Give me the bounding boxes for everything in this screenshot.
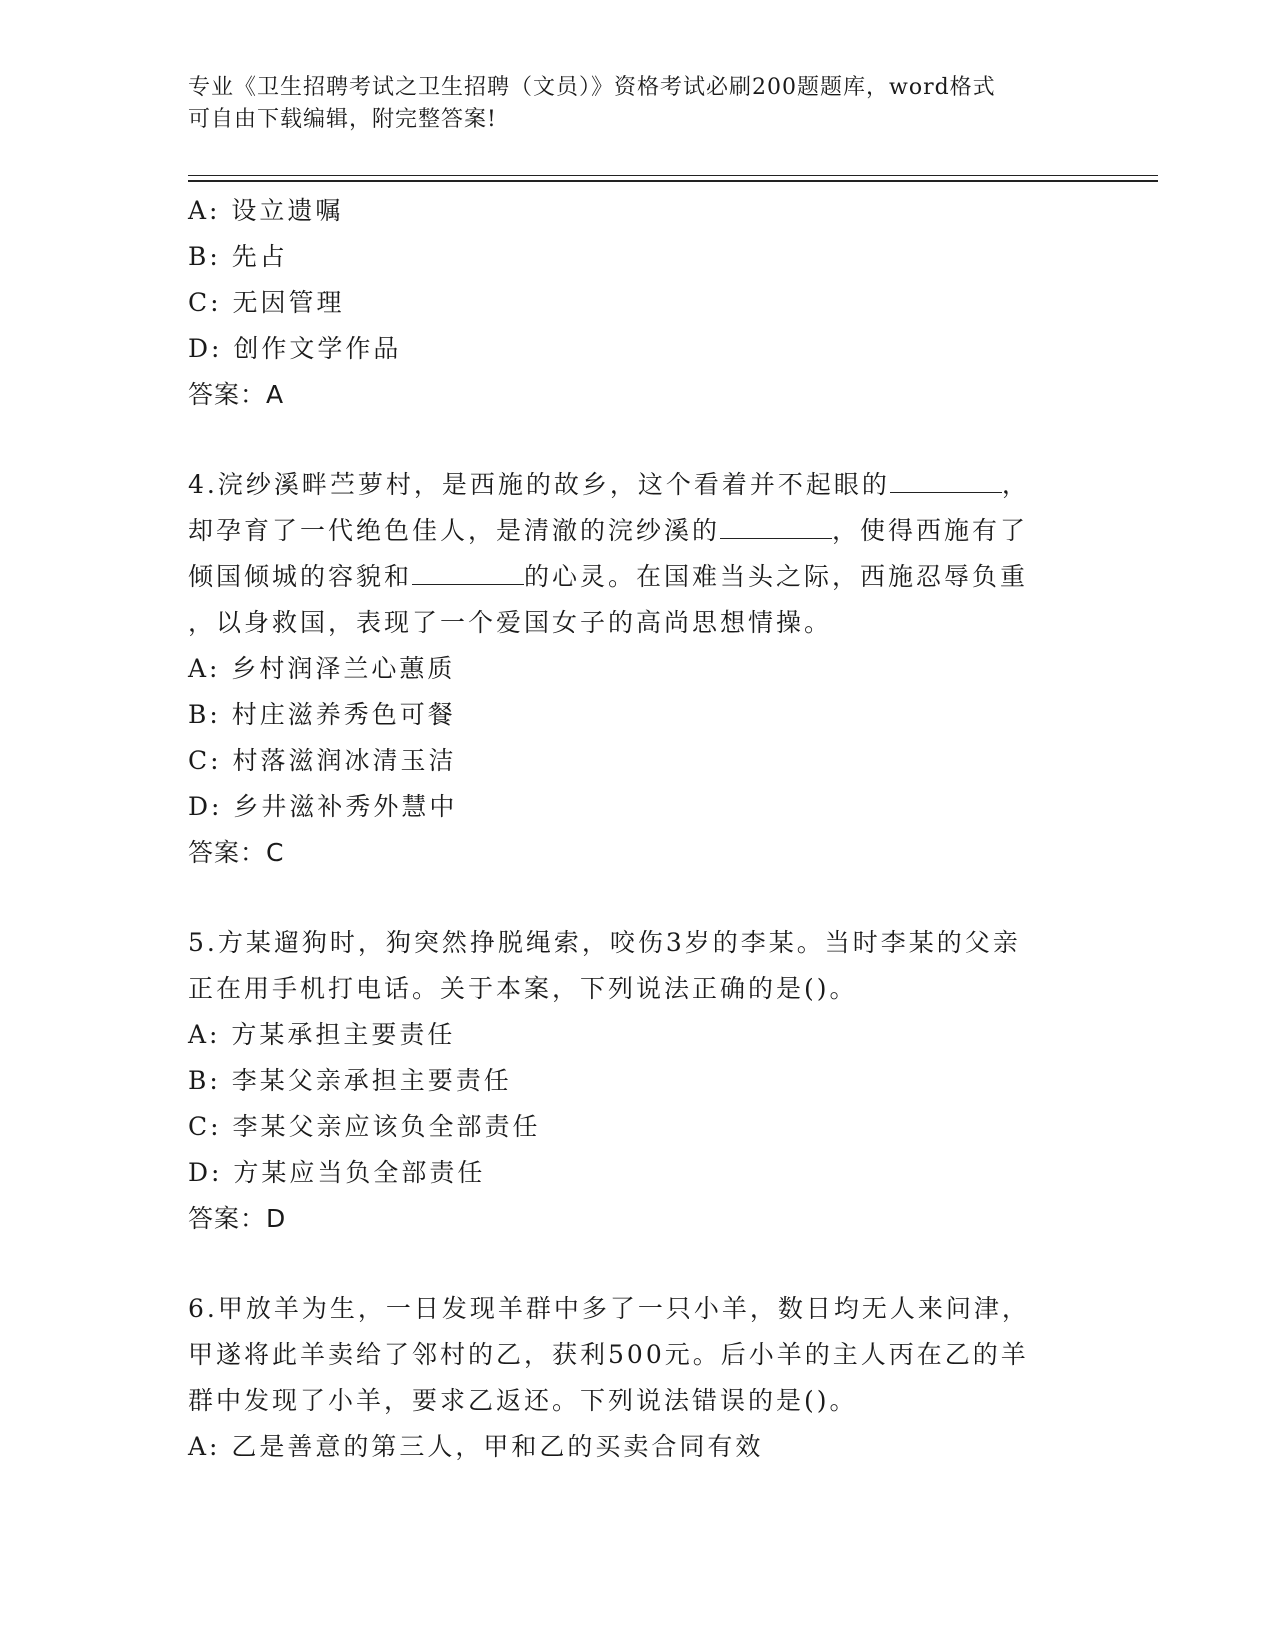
header-divider: [188, 175, 1158, 182]
stem-line-1: 6.甲放羊为生，一日发现羊群中多了一只小羊，数日均无人来问津，: [188, 1294, 1030, 1323]
option-d: D: 创作文学作品: [188, 334, 402, 363]
answer-line: 答案：A: [188, 380, 285, 409]
header-title-line-1: 专业《卫生招聘考试之卫生招聘（文员）》资格考试必刷200题题库，word格式: [188, 75, 996, 100]
stem-line-3: 群中发现了小羊，要求乙返还。下列说法错误的是()。: [188, 1386, 858, 1415]
option-b: B: 先占: [188, 242, 288, 271]
fill-blank-3: [412, 558, 524, 585]
question-4: [188, 462, 1088, 876]
option-b: B: 李某父亲承担主要责任: [188, 1066, 512, 1095]
stem-line-2: 却孕育了一代绝色佳人，是清澈的浣纱溪的 ，使得西施有了: [188, 508, 1088, 554]
stem-line-1: 5.方某遛狗时，狗突然挣脱绳索，咬伤3岁的李某。当时李某的父亲: [188, 928, 1021, 957]
question-stem: [188, 462, 1088, 646]
stem-line-2: 正在用手机打电话。关于本案，下列说法正确的是()。: [188, 974, 858, 1003]
option-a: A: 乙是善意的第三人，甲和乙的买卖合同有效: [188, 1432, 764, 1461]
option-a: A: 设立遗嘱: [188, 196, 344, 225]
question-6: [188, 1286, 1088, 1470]
stem-line-1: 4.浣纱溪畔苎萝村，是西施的故乡，这个看着并不起眼的 ，: [188, 462, 1088, 508]
question-3: [188, 188, 1088, 418]
question-5: [188, 920, 1088, 1242]
option-c: C: 无因管理: [188, 288, 345, 317]
option-b: B: 村庄滋养秀色可餐: [188, 700, 456, 729]
option-c: C: 李某父亲应该负全部责任: [188, 1112, 541, 1141]
fill-blank-1: [890, 466, 1002, 493]
stem-line-3: 倾国倾城的容貌和 的心灵。在国难当头之际，西施忍辱负重: [188, 554, 1088, 600]
option-c: C: 村落滋润冰清玉洁: [188, 746, 457, 775]
document-body: [188, 188, 1088, 1470]
option-a: A: 乡村润泽兰心蕙质: [188, 654, 456, 683]
option-d: D: 方某应当负全部责任: [188, 1158, 486, 1187]
question-stem: [188, 1286, 1088, 1424]
document-header: [188, 72, 1068, 136]
answer-line: 答案：C: [188, 838, 285, 867]
fill-blank-2: [720, 512, 832, 539]
question-stem: [188, 920, 1088, 1012]
header-title-line-2: 可自由下载编辑，附完整答案!: [188, 107, 497, 132]
stem-line-4: ，以身救国，表现了一个爱国女子的高尚思想情操。: [188, 608, 833, 637]
answer-line: 答案：D: [188, 1204, 287, 1233]
option-d: D: 乡井滋补秀外慧中: [188, 792, 458, 821]
option-a: A: 方某承担主要责任: [188, 1020, 456, 1049]
stem-line-2: 甲遂将此羊卖给了邻村的乙，获利500元。后小羊的主人丙在乙的羊: [188, 1340, 1029, 1369]
